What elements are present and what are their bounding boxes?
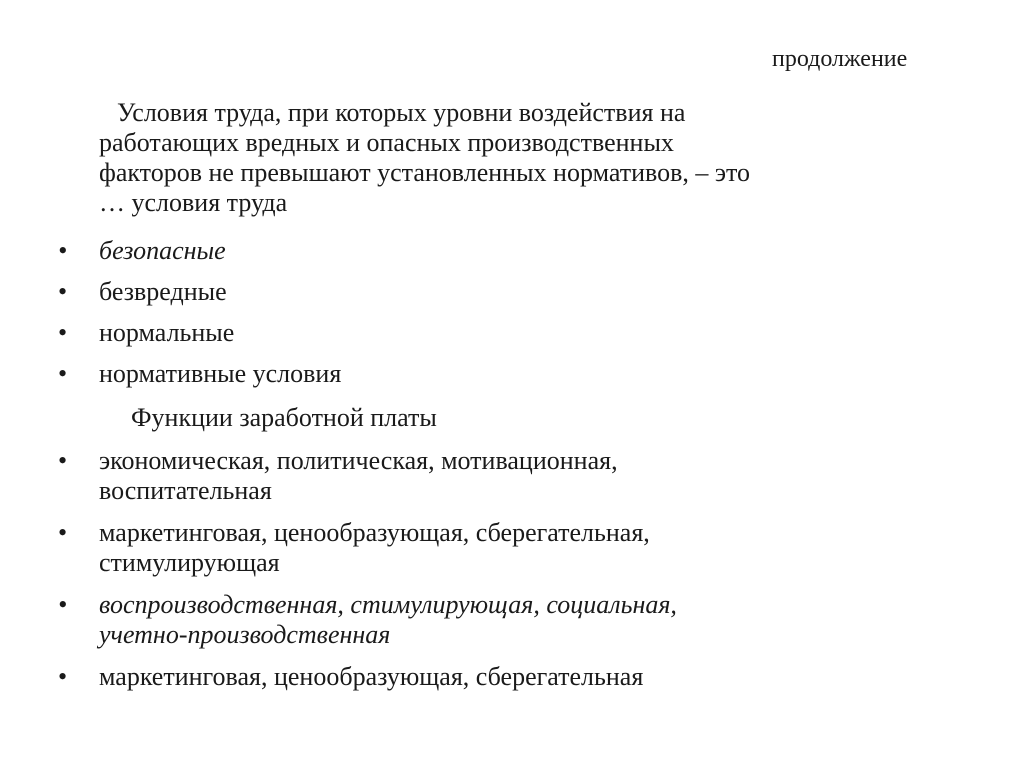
option-text: безвредные bbox=[99, 277, 227, 306]
bullet-icon: • bbox=[58, 446, 68, 475]
option-text-line: маркетинговая, ценообразующая, сберегательная bbox=[99, 662, 644, 691]
question-2-title: Функции заработной платы bbox=[131, 403, 437, 432]
option-text-line: экономическая, политическая, мотивационная, bbox=[99, 446, 618, 475]
continuation-label: продолжение bbox=[772, 46, 908, 72]
question-2-options bbox=[58, 446, 958, 704]
option-text: безопасные bbox=[99, 236, 226, 265]
option-item bbox=[58, 590, 958, 650]
bullet-icon: • bbox=[58, 359, 68, 388]
bullet-icon: • bbox=[58, 318, 68, 347]
bullet-icon: • bbox=[58, 662, 68, 691]
question-1-line: работающих вредных и опасных производственных bbox=[99, 128, 674, 157]
question-1-line: факторов не превышают установленных нормативов, – это bbox=[99, 158, 751, 187]
bullet-icon: • bbox=[58, 236, 68, 265]
option-item bbox=[58, 236, 958, 266]
option-item bbox=[58, 518, 958, 578]
bullet-icon: • bbox=[58, 518, 68, 547]
bullet-icon: • bbox=[58, 590, 68, 619]
question-1-options bbox=[58, 236, 958, 400]
option-item bbox=[58, 318, 958, 348]
option-text-line: стимулирующая bbox=[99, 548, 280, 577]
question-1-line: … условия труда bbox=[99, 188, 288, 217]
question-1-text bbox=[99, 98, 959, 218]
option-item bbox=[58, 446, 958, 506]
option-item bbox=[58, 277, 958, 307]
question-1-line: Условия труда, при которых уровни воздействия на bbox=[117, 98, 686, 127]
option-item bbox=[58, 359, 958, 389]
option-text-line: маркетинговая, ценообразующая, сберегательная, bbox=[99, 518, 650, 547]
option-text-line: учетно-производственная bbox=[99, 620, 391, 649]
option-text-line: воспитательная bbox=[99, 476, 272, 505]
bullet-icon: • bbox=[58, 277, 68, 306]
option-item bbox=[58, 662, 958, 692]
option-text: нормативные условия bbox=[99, 359, 342, 388]
option-text: нормальные bbox=[99, 318, 235, 347]
option-text-line: воспроизводственная, стимулирующая, социальная, bbox=[99, 590, 677, 619]
